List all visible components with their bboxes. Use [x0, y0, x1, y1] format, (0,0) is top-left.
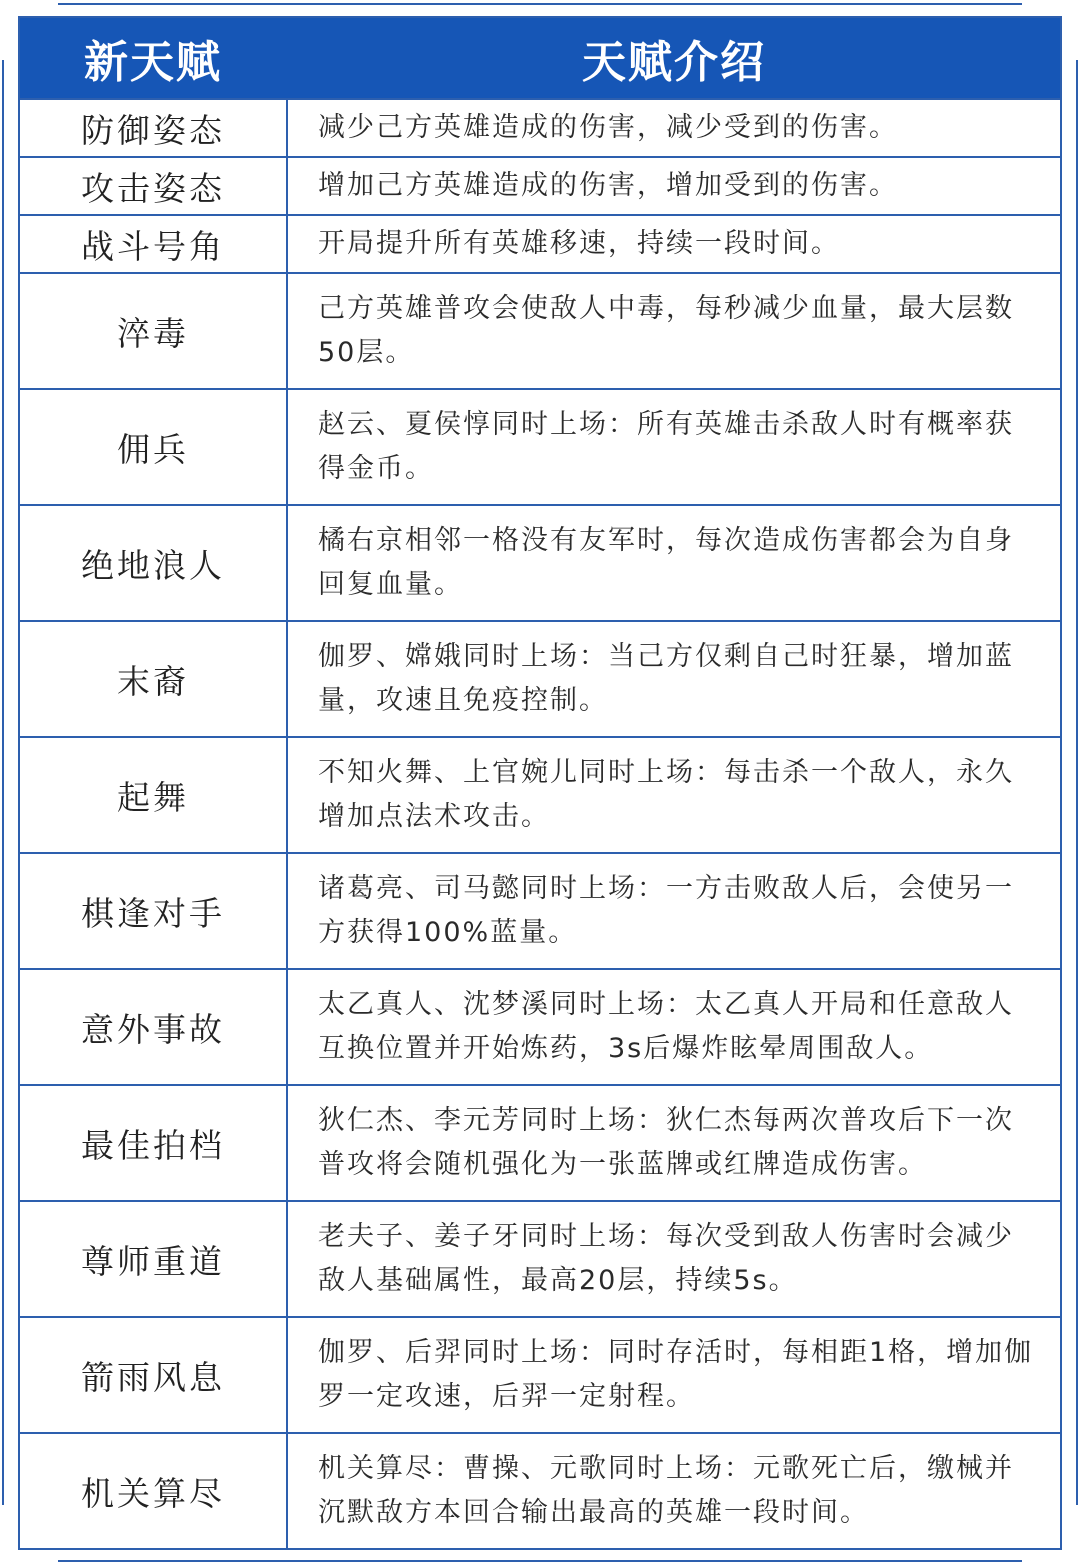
table-row — [20, 214, 1060, 272]
table-row — [20, 968, 1060, 1084]
talent-desc: 老夫子、姜子牙同时上场：每次受到敌人伤害时会减少敌人基础属性，最高20层，持续5s。 — [318, 1221, 1014, 1296]
talent-name: 攻击姿态 — [20, 158, 288, 214]
talent-desc: 增加己方英雄造成的伤害，增加受到的伤害。 — [318, 170, 898, 201]
table-row — [20, 156, 1060, 214]
talent-name: 箭雨风息 — [20, 1318, 288, 1432]
frame-bottom-line — [58, 1560, 1022, 1562]
frame-right-line — [1076, 60, 1078, 1505]
table-row — [20, 272, 1060, 388]
header-description: 天赋介绍 — [582, 37, 766, 88]
talent-name: 尊师重道 — [20, 1202, 288, 1316]
talent-name: 绝地浪人 — [20, 506, 288, 620]
table-row — [20, 852, 1060, 968]
talent-desc: 己方英雄普攻会使敌人中毒，每秒减少血量，最大层数50层。 — [318, 293, 1014, 368]
talent-desc: 开局提升所有英雄移速，持续一段时间。 — [318, 228, 840, 259]
talent-name: 佣兵 — [20, 390, 288, 504]
frame-left-line — [2, 60, 4, 1505]
table-header — [20, 18, 1060, 98]
talent-name: 末裔 — [20, 622, 288, 736]
talent-table — [18, 16, 1062, 1550]
talent-desc: 机关算尽：曹操、元歌同时上场：元歌死亡后，缴械并沉默敌方本回合输出最高的英雄一段时间。 — [318, 1453, 1014, 1528]
talent-desc: 减少己方英雄造成的伤害，减少受到的伤害。 — [318, 112, 898, 143]
table-row — [20, 1200, 1060, 1316]
talent-name: 最佳拍档 — [20, 1086, 288, 1200]
table-row — [20, 620, 1060, 736]
table-row — [20, 736, 1060, 852]
talent-desc: 不知火舞、上官婉儿同时上场：每击杀一个敌人，永久增加点法术攻击。 — [318, 757, 1014, 832]
talent-name: 起舞 — [20, 738, 288, 852]
talent-name: 防御姿态 — [20, 100, 288, 156]
talent-desc: 伽罗、嫦娥同时上场：当己方仅剩自己时狂暴，增加蓝量，攻速且免疫控制。 — [318, 641, 1014, 716]
talent-desc: 赵云、夏侯惇同时上场：所有英雄击杀敌人时有概率获得金币。 — [318, 409, 1014, 484]
table-row — [20, 388, 1060, 504]
talent-name: 意外事故 — [20, 970, 288, 1084]
talent-desc: 伽罗、后羿同时上场：同时存活时，每相距1格，增加伽罗一定攻速，后羿一定射程。 — [318, 1337, 1034, 1412]
talent-name: 淬毒 — [20, 274, 288, 388]
talent-name: 战斗号角 — [20, 216, 288, 272]
talent-desc: 太乙真人、沈梦溪同时上场：太乙真人开局和任意敌人互换位置并开始炼药，3s后爆炸眩晕周围敌人。 — [318, 989, 1014, 1064]
talent-desc: 狄仁杰、李元芳同时上场：狄仁杰每两次普攻后下一次普攻将会随机强化为一张蓝牌或红牌造成伤害。 — [318, 1105, 1014, 1180]
header-talent: 新天赋 — [20, 18, 288, 98]
table-row — [20, 504, 1060, 620]
table-row — [20, 1432, 1060, 1548]
table-row — [20, 1316, 1060, 1432]
talent-name: 机关算尽 — [20, 1434, 288, 1548]
talent-name: 棋逢对手 — [20, 854, 288, 968]
table-row — [20, 98, 1060, 156]
frame-top-line — [58, 3, 1022, 5]
talent-desc: 诸葛亮、司马懿同时上场：一方击败敌人后，会使另一方获得100%蓝量。 — [318, 873, 1014, 948]
table-row — [20, 1084, 1060, 1200]
talent-desc: 橘右京相邻一格没有友军时，每次造成伤害都会为自身回复血量。 — [318, 525, 1014, 600]
